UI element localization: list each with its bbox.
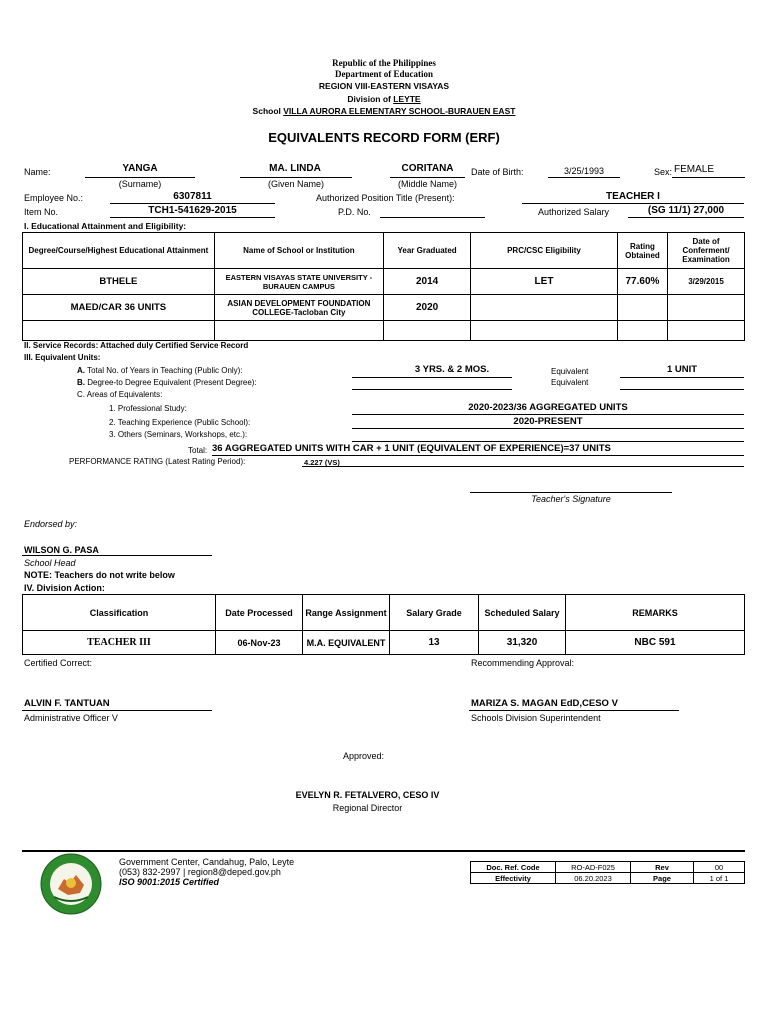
action-header-range: Range Assignment	[303, 595, 390, 631]
equivalent-label-a: Equivalent	[551, 367, 589, 376]
division-name: LEYTE	[393, 94, 421, 104]
salary-value: (SG 11/1) 27,000	[647, 205, 725, 216]
middle-name-value: CORITANA	[401, 163, 454, 174]
salary-label: Authorized Salary	[538, 207, 610, 217]
republic-text: Republic of the Philippines	[332, 58, 436, 68]
edu-cell	[471, 321, 618, 341]
edu-cell	[214, 321, 383, 341]
endorsed-by-label: Endorsed by:	[24, 519, 78, 529]
edu-cell: 77.60%	[617, 269, 667, 295]
school-name: VILLA AURORA ELEMENTARY SCHOOL-BURAUEN EAST	[283, 106, 516, 116]
certified-correct-label: Certified Correct:	[24, 658, 93, 668]
effectivity-label: Effectivity	[471, 873, 556, 884]
action-header-scheduled-salary: Scheduled Salary	[479, 595, 566, 631]
item-a: A. Total No. of Years in Teaching (Public Only):	[77, 366, 243, 375]
footer-iso: ISO 9001:2015 Certified	[119, 877, 220, 887]
edu-cell	[384, 321, 471, 341]
professional-study-value: 2020-2023/36 AGGREGATED UNITS	[468, 402, 628, 413]
surname-value: YANGA	[122, 163, 158, 174]
doc-ref-label: Doc. Ref. Code	[471, 862, 556, 873]
employee-no-label: Employee No.:	[24, 193, 84, 203]
others-label: 3. Others (Seminars, Workshops, etc.):	[109, 430, 248, 439]
edu-cell: BTHELE	[23, 269, 215, 295]
action-header-row	[23, 595, 745, 631]
footer-contact: (053) 832-2997 | region8@deped.gov.ph	[119, 867, 281, 877]
superintendent-title: Schools Division Superintendent	[471, 713, 601, 723]
edu-cell: MAED/CAR 36 UNITS	[23, 295, 215, 321]
middle-name-label: (Middle Name)	[397, 179, 457, 189]
education-header-row	[23, 233, 745, 269]
dob-value: 3/25/1993	[563, 166, 605, 176]
edu-cell: LET	[471, 269, 618, 295]
service-records-text: II. Service Records: Attached duly Certified Service Record	[24, 341, 249, 350]
total-value: 36 AGGREGATED UNITS WITH CAR + 1 UNIT (EQUIVALENT OF EXPERIENCE)=37 UNITS	[212, 443, 611, 454]
teaching-experience-label: 2. Teaching Experience (Public School):	[109, 418, 251, 427]
years-equivalent-value: 1 UNIT	[666, 364, 698, 375]
recommending-approval-label: Recommending Approval:	[471, 658, 575, 668]
total-label: Total:	[188, 446, 208, 455]
regional-director-name: EVELYN R. FETALVERO, CESO IV	[295, 790, 440, 800]
teacher-signature-label: Teacher's Signature	[531, 494, 611, 504]
pd-label: P.D. No.	[338, 207, 371, 217]
performance-label: PERFORMANCE RATING (Latest Rating Period):	[69, 457, 246, 466]
edu-cell: 3/29/2015	[668, 269, 745, 295]
edu-cell: EASTERN VISAYAS STATE UNIVERSITY - BURAUEN CAMPUS	[214, 269, 383, 295]
sex-value: FEMALE	[674, 164, 715, 175]
edu-header-rating: Rating Obtained	[617, 233, 667, 269]
position-value: TEACHER I	[606, 191, 660, 202]
edu-cell	[23, 321, 215, 341]
item-no-value: TCH1-541629-2015	[148, 205, 237, 216]
given-name-value: MA. LINDA	[269, 163, 321, 174]
school-line: School VILLA AURORA ELEMENTARY SCHOOL-BURAUEN EAST	[252, 106, 516, 116]
given-name-label: (Given Name)	[267, 179, 324, 189]
page-value: 1 of 1	[694, 873, 745, 884]
teaching-experience-value: 2020-PRESENT	[513, 416, 583, 427]
edu-cell	[617, 321, 667, 341]
edu-header-conferment: Date of Conferment/ Examination	[668, 233, 745, 269]
action-cell: M.A. EQUIVALENT	[303, 631, 390, 655]
edu-header-degree: Degree/Course/Highest Educational Attainment	[23, 233, 215, 269]
action-header-classification: Classification	[23, 595, 216, 631]
school-head-name: WILSON G. PASA	[24, 545, 99, 555]
action-cell: TEACHER III	[23, 631, 216, 655]
doc-ref-value: RO-AD-F025	[556, 862, 631, 873]
dob-label: Date of Birth:	[471, 167, 524, 177]
division-line: Division of LEYTE	[347, 94, 421, 104]
sex-label: Sex:	[654, 167, 673, 177]
table-row	[471, 862, 745, 873]
rev-label: Rev	[631, 862, 694, 873]
edu-cell: ASIAN DEVELOPMENT FOUNDATION COLLEGE-Tacloban City	[214, 295, 383, 321]
years-teaching-value: 3 YRS. & 2 MOS.	[414, 364, 490, 375]
doc-control-table	[470, 861, 745, 884]
division-action-table	[22, 594, 745, 655]
edu-cell	[668, 321, 745, 341]
edu-cell	[668, 295, 745, 321]
admin-officer-title: Administrative Officer V	[24, 713, 118, 723]
action-cell: 06-Nov-23	[216, 631, 303, 655]
regional-director-title: Regional Director	[332, 803, 403, 813]
edu-header-year: Year Graduated	[384, 233, 471, 269]
equivalent-units-title: III. Equivalent Units:	[24, 353, 101, 362]
page-label: Page	[631, 873, 694, 884]
region-text: REGION VIII-EASTERN VISAYAS	[318, 81, 450, 91]
action-cell: NBC 591	[566, 631, 745, 655]
item-b: B. Degree-to Degree Equivalent (Present Degree):	[77, 378, 257, 387]
education-section-title: I. Educational Attainment and Eligibility:	[24, 221, 187, 231]
action-cell: 13	[390, 631, 479, 655]
employee-no-value: 6307811	[173, 191, 212, 202]
item-c: C. Areas of Equivalents:	[77, 390, 163, 399]
footer-address: Government Center, Candahug, Palo, Leyte	[119, 857, 295, 867]
edu-cell	[471, 295, 618, 321]
school-head-title: School Head	[24, 558, 76, 568]
action-cell: 31,320	[479, 631, 566, 655]
surname-label: (Surname)	[118, 179, 162, 189]
position-label: Authorized Position Title (Present):	[316, 193, 455, 203]
professional-study-label: 1. Professional Study:	[109, 404, 187, 413]
item-no-label: Item No.	[24, 207, 59, 217]
superintendent-name: MARIZA S. MAGAN EdD,CESO V	[471, 698, 618, 709]
rev-value: 00	[694, 862, 745, 873]
education-table	[22, 232, 745, 341]
admin-officer-name: ALVIN F. TANTUAN	[24, 698, 110, 709]
effectivity-value: 06.20.2023	[556, 873, 631, 884]
table-row	[471, 873, 745, 884]
table-row	[23, 295, 745, 321]
table-row	[23, 631, 745, 655]
edu-cell: 2014	[384, 269, 471, 295]
action-header-remarks: REMARKS	[566, 595, 745, 631]
action-header-date: Date Processed	[216, 595, 303, 631]
approved-label: Approved:	[343, 751, 385, 761]
edu-cell: 2020	[384, 295, 471, 321]
edu-header-eligibility: PRC/CSC Eligibility	[471, 233, 618, 269]
name-label: Name:	[24, 167, 51, 177]
equivalent-label-b: Equivalent	[551, 378, 589, 387]
form-title: EQUIVALENTS RECORD FORM (ERF)	[268, 130, 500, 145]
edu-cell	[617, 295, 667, 321]
deped-region-seal	[40, 853, 102, 915]
table-row	[23, 321, 745, 341]
edu-header-school: Name of School or Institution	[214, 233, 383, 269]
table-row	[23, 269, 745, 295]
department-text: Department of Education	[335, 69, 433, 79]
division-action-title: IV. Division Action:	[24, 583, 105, 593]
teachers-note: NOTE: Teachers do not write below	[24, 570, 175, 580]
performance-value: 4.227 (VS)	[304, 458, 340, 467]
action-header-salary-grade: Salary Grade	[390, 595, 479, 631]
